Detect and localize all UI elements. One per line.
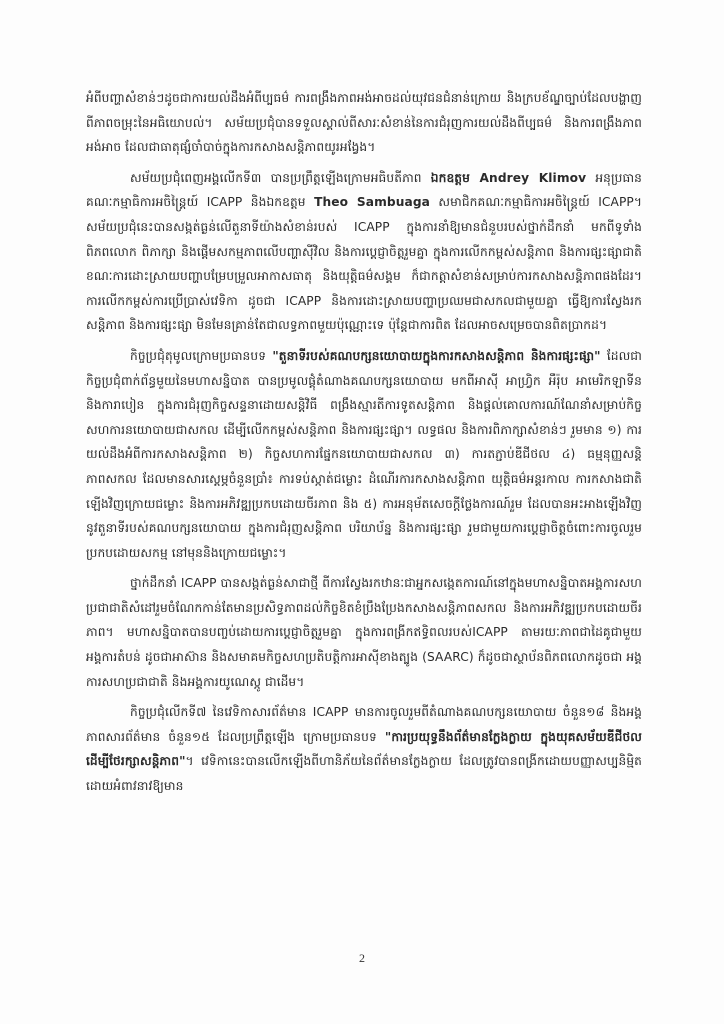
body-text xyxy=(86,86,642,805)
paragraph-text: សម័យប្រជុំពេញអង្គលើកទី៣ បានប្រព្រឹត្តឡើងក្រោមអធិបតីភាព xyxy=(130,170,431,185)
page-number: 2 xyxy=(359,951,365,965)
paragraph-text: ដែលជាកិច្ចប្រជុំពាក់ព័ន្ធមួយនៃមហាសន្និបាត បានប្រមូលផ្តុំតំណាងគណបក្សនយោបាយ មកពីអាស៊ី អាហ្វ្រិក អឺរ៉ុប អាមេរិកឡាទីន និងការាបៀន ក្នុងការជំរុញកិច្ចសន្ទនាដោយសន្តិវិធី ពង្រឹងស្មារតីការទូតសន្តិភាព និងផ្តល់គោលការណ៍ណែនាំសម្រាប់កិច្ចសហការនយោបាយជាសកល ដើម្បីលើកកម្ពស់សន្តិភាព និងការផ្សះផ្សា។ លទ្ធផល និងការពិភាក្សាសំខាន់ៗ រួមមាន ១) ការយល់ដឹងអំពីការកសាងសន្តិភាព ២) កិច្ចសហការផ្នែកនយោបាយជាសកល ៣) ការតភ្ជាប់ឌីជីថល ៤) ធម្មនុញ្ញសន្តិភាពសកល ដែលមានសារស្តេម្ភចំនួនប្រាំ៖ ការទប់ស្កាត់ជម្លោះ ដំណើរការកសាងសន្តិភាព យុត្តិធម៌អន្តរកាល ការកសាងជាតិឡើងវិញក្រោយជម្លោះ និងការអភិវឌ្ឍប្រកបដោយចីរភាព និង ៥) ការអនុម័តសេចក្តីថ្លែងការណ៍រួម ដែលបានអះអាងឡើងវិញនូវតួនាទីរបស់គណបក្សនយោបាយ ក្នុងការជំរុញសន្តិភាព បរិយាប័ន្ន និងការផ្សះផ្សា រួមជាមួយការប្តេជ្ញាចិត្តចំពោះការចូលរួមប្រកបដោយសកម្ម នៅមុននិងក្រោយជម្លោះ។ xyxy=(86,348,642,560)
paragraph-continuation xyxy=(86,86,642,160)
paragraph-text: កិច្ចប្រជុំតុមូលក្រោមប្រធានបទ xyxy=(130,348,273,363)
paragraph-third-plenary-session xyxy=(86,166,642,338)
round-table-theme: "តួនាទីរបស់គណបក្សនយោបាយក្នុងការកសាងសន្តិភាព និងការផ្សះផ្សា" xyxy=(272,348,601,363)
paragraph-text: កិច្ចប្រជុំលើកទី៧ នៃវេទិកាសារព័ត៌មាន ICAPP មានការចូលរួមពីតំណាងគណបក្សនយោបាយ ចំនួន១៨ និងអង្គភាពសារព័ត៌មាន ចំនួន១៥ ដែលប្រព្រឹត្តឡើង ក្រោមប្រធានបទ xyxy=(86,705,642,744)
paragraph-icapp-leadership xyxy=(86,571,642,694)
paragraph-media-forum xyxy=(86,700,642,798)
paragraph-text: សមាជិកគណៈកម្មាធិការអចិន្ត្រៃយ៍ ICAPP។ សម័យប្រជុំនេះបានសង្កត់ធ្ងន់លើតួនាទីយ៉ាងសំខាន់របស់ ICAPP ក្នុងការនាំឱ្យមានជំនួបរបស់ថ្នាក់ដឹកនាំ មកពីទូទាំងពិភពលោក ពិភាក្សា និងផ្តើមសកម្មភាពលើបញ្ហាស៊ីវិល និងការប្តេជ្ញាចិត្តរួមគ្នា ក្នុងការលើកកម្ពស់សន្តិភាព និងការផ្សះផ្សាជាតិ ខណៈការដោះស្រាយបញ្ហាបម្រែបម្រួលអាកាសធាតុ និងយុត្តិធម៌សង្គម ក៏ជាកត្តាសំខាន់សម្រាប់ការកសាងសន្តិភាពផងដែរ។ ការលើកកម្ពស់ការប្រើប្រាស់វេទិកា ដូចជា ICAPP និងការដោះស្រាយបញ្ហាប្រឈមជាសកលជាមួយគ្នា ធ្វើឱ្យការស្វែងរកសន្តិភាព និងការផ្សះផ្សា មិនមែនគ្រាន់តែជាលទ្ធភាពមួយប៉ុណ្ណោះទេ ប៉ុន្តែជាការពិត ដែលអាចសម្រេចបានពិតប្រាកដ។ xyxy=(86,195,642,333)
co-chair-name: Theo Sambuaga xyxy=(314,195,430,210)
paragraph-text: អនុប្រធានគណៈកម្មាធិការអចិន្ត្រៃយ៍ ICAPP និងឯកឧត្តម xyxy=(86,170,642,210)
media-forum-theme: "ការប្រយុទ្ធនឹងព័ត៌មានក្លែងក្លាយ ក្នុងយុគសម័យឌីជីថល ដើម្បីថែរក្សាសន្តិភាព" xyxy=(86,729,642,769)
paragraph-text: ថ្នាក់ដឹកនាំ ICAPP បានសង្កត់ធ្ងន់សាជាថ្មី ពីការស្វែងរកឋានៈជាអ្នកសង្កេតការណ៍នៅក្នុងមហាសន្និបាតអង្គការសហប្រជាជាតិសំដៅរួមចំណែកកាន់តែមានប្រសិទ្ធភាពដល់កិច្ចខិតខំប្រឹងប្រែងកសាងសន្តិភាពសកល និងការអភិវឌ្ឍប្រកបដោយចីរភាព។ មហាសន្និបាតបានបញ្ចប់ដោយការប្តេជ្ញាចិត្តរួមគ្នា ក្នុងការពង្រីកឥទ្ធិពលរបស់ICAPP តាមរយៈភាពជាដៃគូជាមួយអង្គការតំបន់ ដូចជាអាស៊ាន និងសមាគមកិច្ចសហប្រតិបត្តិការអាស៊ីខាងត្បូង (SAARC) ក៏ដូចជាស្ថាប័នពិភពលោកដូចជា អង្គការសហប្រជាជាតិ និងអង្គការយូណេស្កូ ជាដើម។ xyxy=(86,576,642,689)
chair-name: ឯកឧត្តម Andrey Klimov xyxy=(430,170,587,185)
paragraph-text: ។ វេទិកានេះបានលើកឡើងពីហានិភ័យនៃព័ត៌មានក្លែងក្លាយ ដែលត្រូវបានពង្រីកដោយបញ្ញាសប្បនិម្មិត ដោយអំពាវនាវឱ្យមាន xyxy=(86,754,642,794)
paragraph-round-table xyxy=(86,344,642,565)
paragraph-text: អំពីបញ្ហាសំខាន់ៗដូចជាការយល់ដឹងអំពីប្បធម៌ ការពង្រឹងភាពអង់អាចដល់យុវជនជំនាន់ក្រោយ និងក្របខ័ណ្ឌច្បាប់ដែលបង្ហាញពីភាពចម្រុះនៃអធិយោបល់។ សម័យប្រជុំបានទទួលស្គាល់ពីសារៈសំខាន់នៃការជំរុញការយល់ដឹងពីប្បធម៌ និងការពង្រឹងភាពអង់អាច ដែលជាធាតុផ្សំចាំបាច់ក្នុងការកសាងសន្តិភាពយូរអង្វែង។ xyxy=(86,91,642,155)
